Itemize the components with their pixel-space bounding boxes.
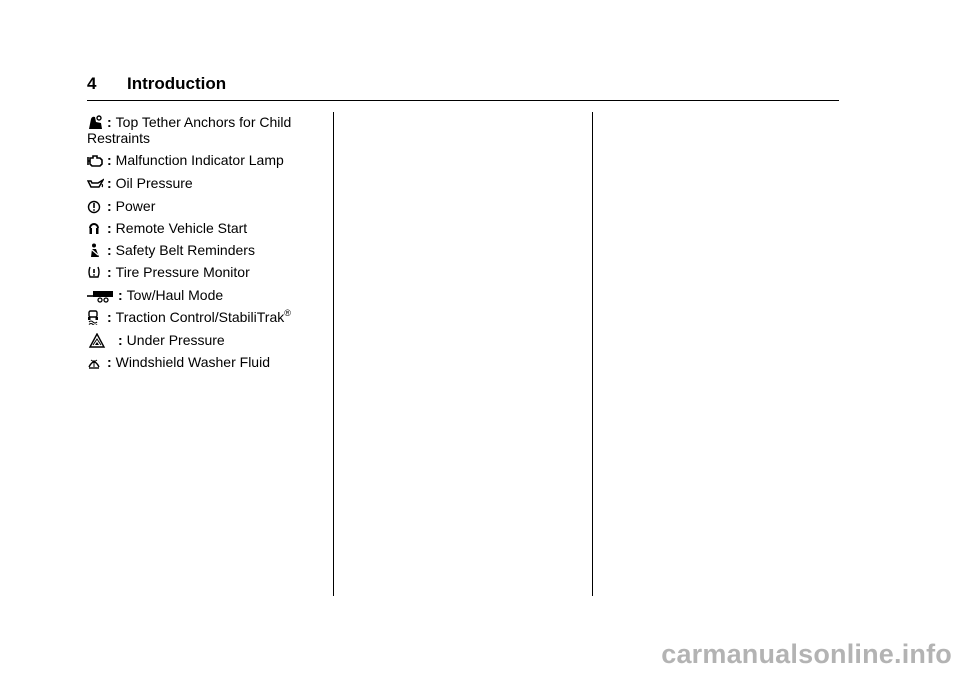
power-icon bbox=[87, 199, 104, 214]
symbol-item bbox=[87, 242, 319, 258]
child-seat-tether-icon bbox=[87, 115, 104, 130]
separator: : bbox=[107, 242, 112, 258]
separator: : bbox=[107, 354, 112, 370]
symbol-label: Traction Control/StabiliTrak bbox=[115, 309, 285, 325]
trailer-icon bbox=[87, 288, 115, 303]
under-pressure-icon bbox=[87, 333, 115, 348]
symbol-item bbox=[87, 264, 319, 280]
symbol-item bbox=[87, 198, 319, 214]
engine-check-icon bbox=[87, 153, 104, 168]
symbol-item bbox=[87, 354, 319, 370]
symbol-label: Tire Pressure Monitor bbox=[115, 264, 250, 280]
symbol-label: Top Tether Anchors for Child Restraints bbox=[87, 114, 292, 146]
symbol-label: Oil Pressure bbox=[115, 175, 193, 191]
symbol-label: Safety Belt Reminders bbox=[115, 242, 255, 258]
symbol-label: Remote Vehicle Start bbox=[115, 220, 248, 236]
separator: : bbox=[107, 220, 112, 236]
symbol-item bbox=[87, 309, 319, 325]
symbol-label: Windshield Washer Fluid bbox=[115, 354, 270, 370]
column-divider bbox=[333, 112, 334, 596]
separator: : bbox=[107, 264, 112, 280]
remote-key-icon bbox=[87, 221, 104, 236]
column-divider bbox=[592, 112, 593, 596]
symbol-item bbox=[87, 175, 319, 191]
symbol-label: Tow/Haul Mode bbox=[126, 287, 224, 303]
separator: : bbox=[107, 198, 112, 214]
separator: : bbox=[107, 114, 112, 130]
page-header bbox=[87, 70, 839, 101]
symbol-label: Power bbox=[115, 198, 156, 214]
washer-fluid-icon bbox=[87, 355, 104, 370]
watermark: carmanualsonline.info bbox=[661, 639, 952, 669]
seat-belt-icon bbox=[87, 243, 104, 258]
registered-mark: ® bbox=[284, 308, 291, 318]
separator: : bbox=[107, 175, 112, 191]
symbol-item bbox=[87, 152, 319, 168]
tire-pressure-icon bbox=[87, 265, 104, 280]
symbol-label: Malfunction Indicator Lamp bbox=[115, 152, 284, 168]
oil-can-icon bbox=[87, 176, 104, 191]
separator: : bbox=[107, 152, 112, 168]
section-title: Introduction bbox=[127, 74, 227, 93]
separator: : bbox=[107, 309, 112, 325]
symbol-label: Under Pressure bbox=[126, 332, 225, 348]
symbol-item bbox=[87, 114, 319, 146]
symbol-item bbox=[87, 220, 319, 236]
separator: : bbox=[118, 287, 123, 303]
traction-control-icon bbox=[87, 310, 104, 325]
symbol-item bbox=[87, 287, 319, 303]
separator: : bbox=[118, 332, 123, 348]
page-number: 4 bbox=[87, 74, 97, 93]
symbol-item bbox=[87, 332, 319, 348]
